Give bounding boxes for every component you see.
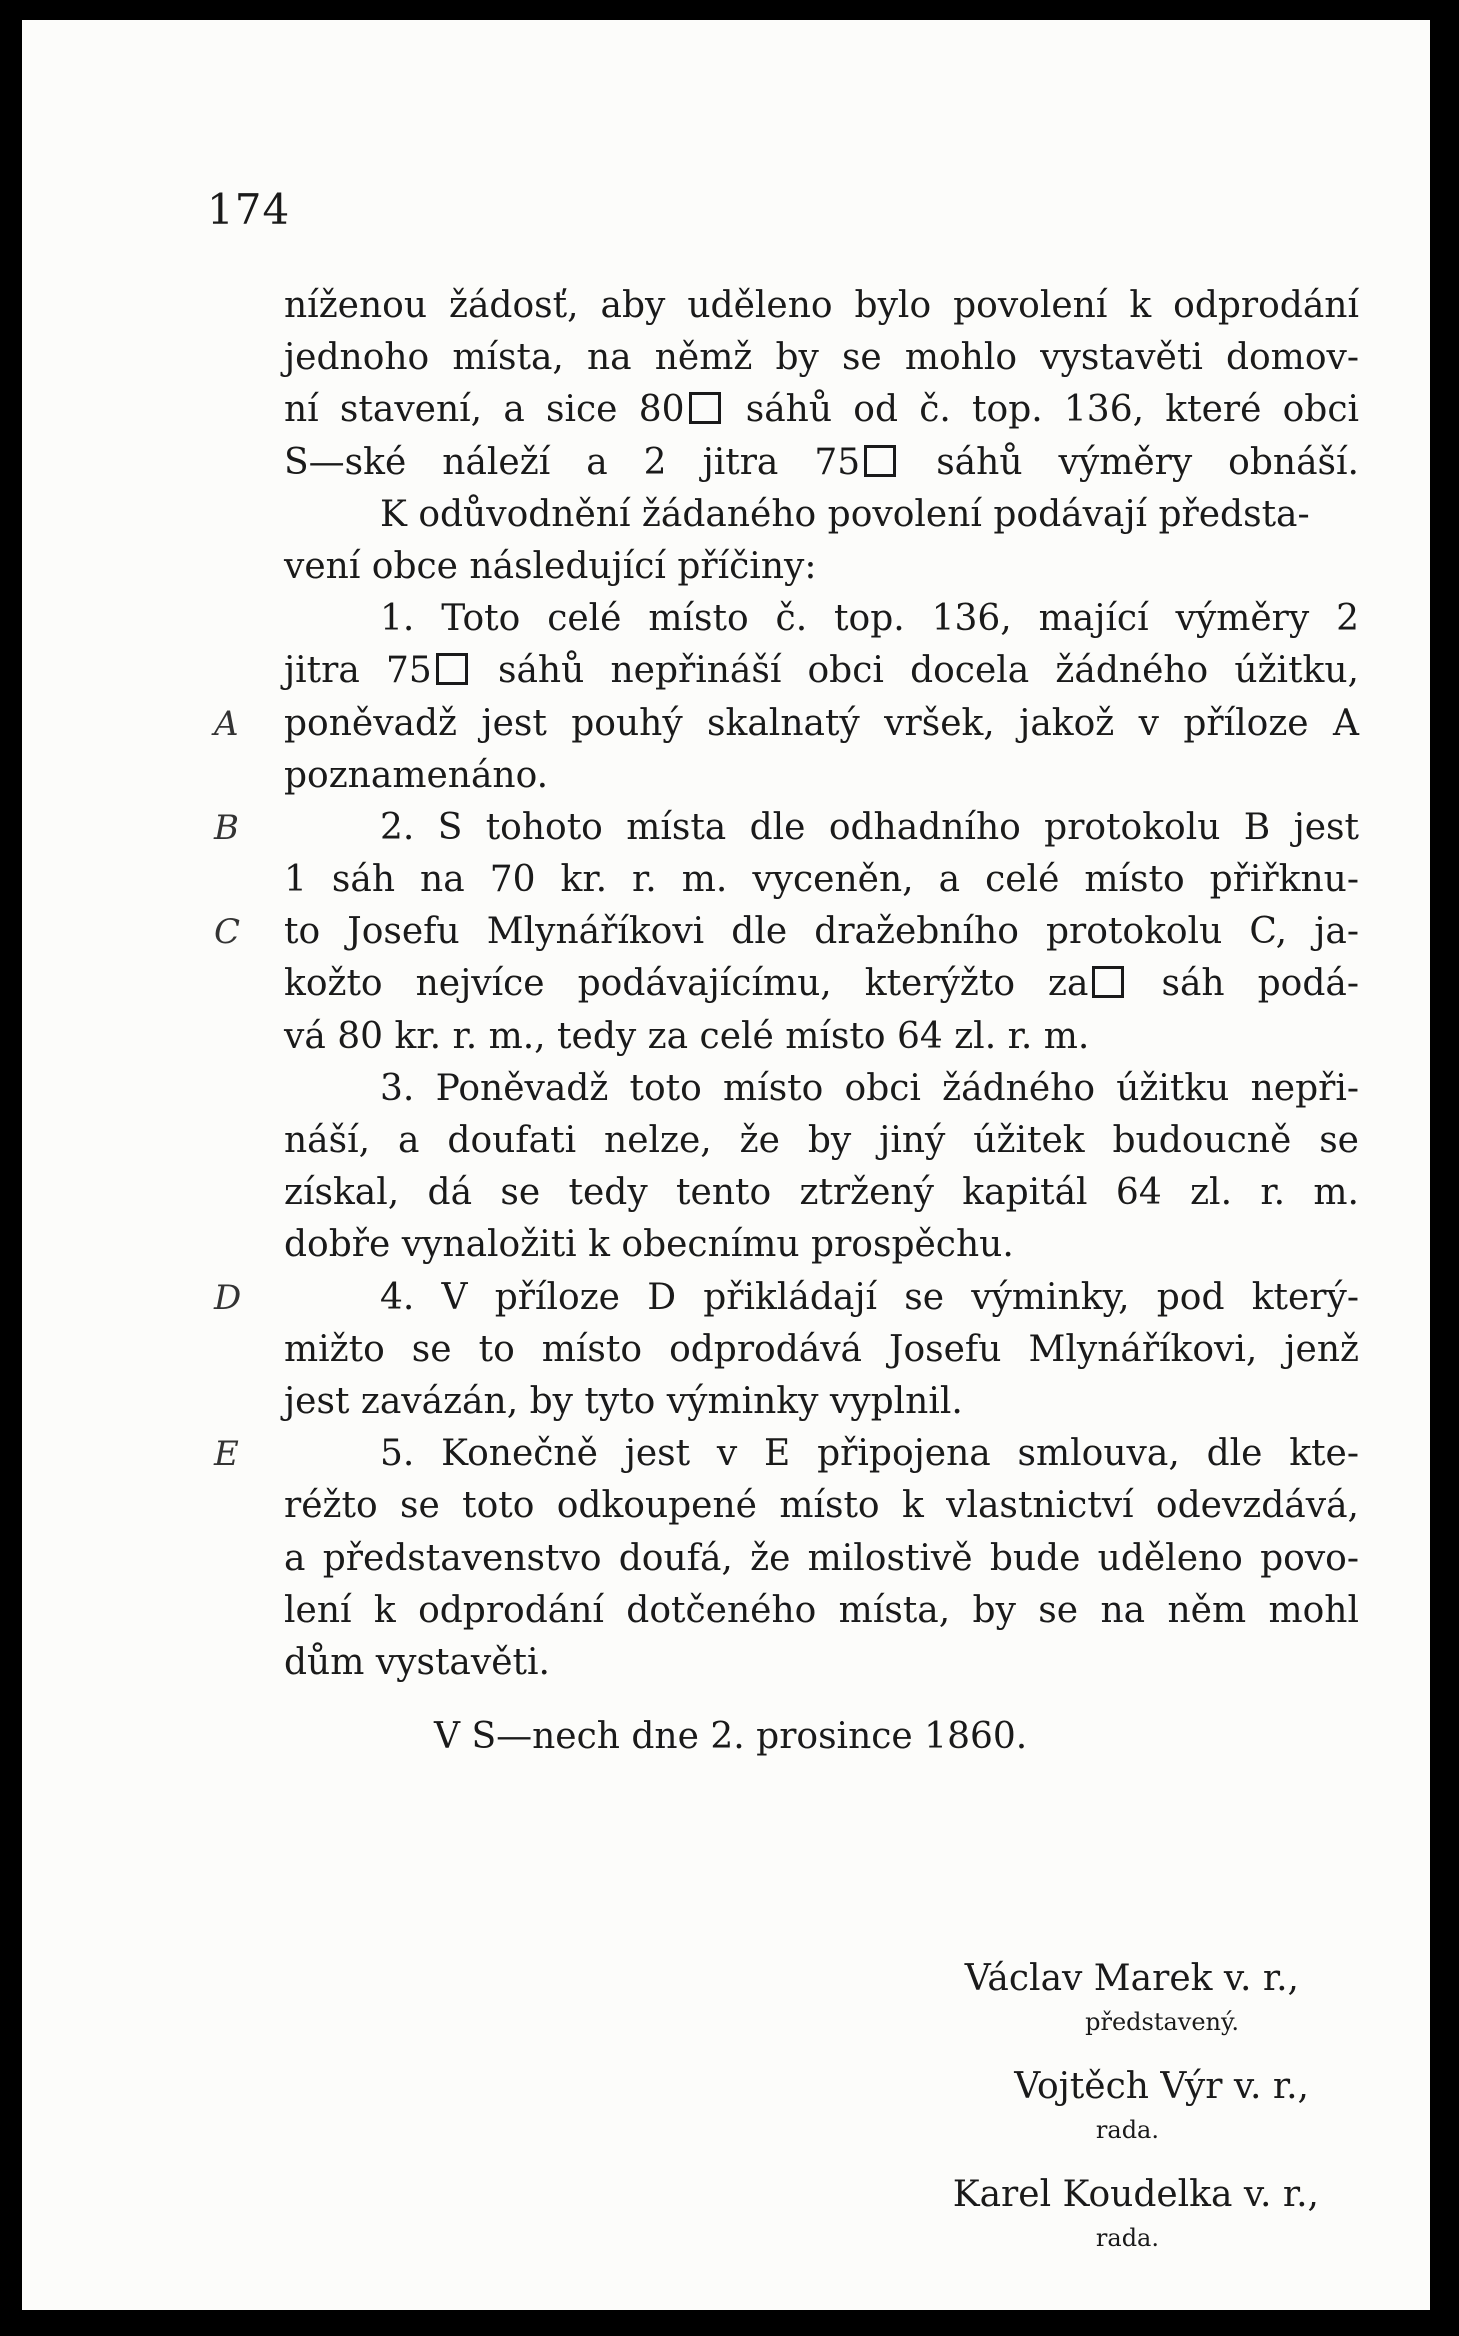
text-line — [284, 384, 1359, 436]
text-segment: poznamenáno. — [284, 754, 549, 796]
text-segment: 5. Konečně jest v E připojena smlouva, dle kte- — [380, 1433, 1359, 1475]
text-segment: dobře vynaložiti k obecnímu prospěchu. — [284, 1224, 1014, 1266]
text-line — [284, 1063, 1359, 1115]
text-line — [284, 280, 1359, 332]
text-line — [284, 1324, 1359, 1376]
text-line — [284, 854, 1359, 906]
margin-note: E — [214, 1434, 239, 1475]
text-segment: vení obce následující příčiny: — [284, 545, 817, 587]
margin-note: C — [214, 912, 241, 953]
signature-title: rada. — [1095, 2224, 1159, 2252]
text-segment: jitra 75 — [284, 650, 432, 692]
text-line — [214, 698, 1359, 750]
margin-note: B — [214, 807, 239, 848]
signature-name: Karel Koudelka v. r., — [952, 2174, 1319, 2215]
text-segment: sáh podá- — [1128, 963, 1359, 1005]
text-segment: 1 sáh na 70 kr. r. m. vyceněn, a celé místo přiřknu- — [284, 859, 1359, 901]
document-body — [214, 280, 1359, 2252]
text-segment: dům vystavěti. — [284, 1641, 550, 1683]
text-line — [284, 750, 1359, 802]
text-line — [214, 802, 1359, 854]
text-segment: sáhů výměry obnáší. — [900, 441, 1359, 483]
text-segment: získal, dá se tedy tento ztržený kapitál 64 zl. r. m. — [284, 1172, 1359, 1214]
text-segment: náší, a doufati nelze, že by jiný úžitek budoucně se — [284, 1120, 1359, 1161]
text-line — [214, 1272, 1359, 1324]
text-segment: sáhů od č. top. 136, které obci — [724, 389, 1359, 431]
text-segment: lení k odprodání dotčeného místa, by se na něm mohl — [284, 1589, 1359, 1631]
text-line — [284, 1376, 1359, 1428]
text-line — [284, 332, 1359, 384]
text-line — [284, 958, 1359, 1010]
text-segment: jest zavázán, by tyto výminky vyplnil. — [284, 1380, 963, 1422]
text-line — [284, 1115, 1359, 1167]
text-segment: a představenstvo doufá, že milostivě bude uděleno povo- — [284, 1537, 1359, 1579]
text-segment: ní stavení, a sice 80 — [284, 389, 685, 431]
text-segment: kožto nejvíce podávajícímu, kterýžto za — [284, 963, 1089, 1005]
text-segment: V S—nech dne 2. prosince 1860. — [434, 1716, 1028, 1758]
text-segment: 1. Toto celé místo č. top. 136, mající výměry 2 — [380, 598, 1359, 640]
text-line — [284, 1637, 1359, 1689]
margin-note: D — [214, 1277, 242, 1318]
square-unit-icon — [864, 445, 896, 477]
text-segment: to Josefu Mlynáříkovi dle dražebního protokolu C, ja- — [284, 911, 1359, 953]
text-segment: vá 80 kr. r. m., tedy za celé místo 64 zl. r. m. — [284, 1015, 1090, 1057]
signature-name: Vojtěch Výr v. r., — [1014, 2066, 1309, 2107]
text-line — [284, 1480, 1359, 1532]
text-segment: K odůvodnění žádaného povolení podávají předsta- — [380, 493, 1310, 535]
margin-note: A — [214, 703, 239, 744]
text-line — [284, 489, 1359, 541]
text-line — [284, 1533, 1359, 1585]
dateline — [284, 1711, 1359, 1763]
text-segment: mižto se to místo odprodává Josefu Mlynáříkovi, jenž — [284, 1328, 1359, 1370]
text-segment: sáhů nepřináší obci docela žádného úžitku, — [471, 650, 1359, 692]
text-segment: S—ské náleží a 2 jitra 75 — [284, 441, 861, 483]
page-number: 174 — [207, 185, 291, 234]
text-line — [284, 1585, 1359, 1637]
text-line — [284, 593, 1359, 645]
text-line — [284, 437, 1359, 489]
document-page — [22, 20, 1430, 2310]
text-line — [214, 1428, 1359, 1480]
square-unit-icon — [689, 392, 721, 424]
text-segment: poněvadž jest pouhý skalnatý vršek, jakož v příloze A — [284, 702, 1359, 744]
text-line — [284, 1219, 1359, 1271]
text-segment: 3. Poněvadž toto místo obci žádného úžitku nepři- — [380, 1067, 1359, 1109]
text-segment: níženou žádosť, aby uděleno bylo povolení k odprodání — [284, 285, 1359, 326]
signature-title: představený. — [1085, 2008, 1239, 2036]
text-segment: 4. V příloze D přikládají se výminky, pod který- — [380, 1276, 1359, 1318]
text-line — [284, 541, 1359, 593]
square-unit-icon — [436, 653, 468, 685]
text-segment: 2. S tohoto místa dle odhadního protokolu B jest — [380, 806, 1359, 848]
text-line — [284, 645, 1359, 697]
text-line — [284, 1167, 1359, 1219]
signature-title: rada. — [1095, 2116, 1159, 2144]
square-unit-icon — [1092, 966, 1124, 998]
text-segment: jednoho místa, na němž by se mohlo vystavěti domov- — [284, 337, 1359, 379]
signature-name: Václav Marek v. r., — [964, 1958, 1299, 1999]
text-line — [214, 906, 1359, 958]
text-line — [284, 1011, 1359, 1063]
text-segment: réžto se toto odkoupené místo k vlastnictví odevzdává, — [284, 1485, 1359, 1527]
